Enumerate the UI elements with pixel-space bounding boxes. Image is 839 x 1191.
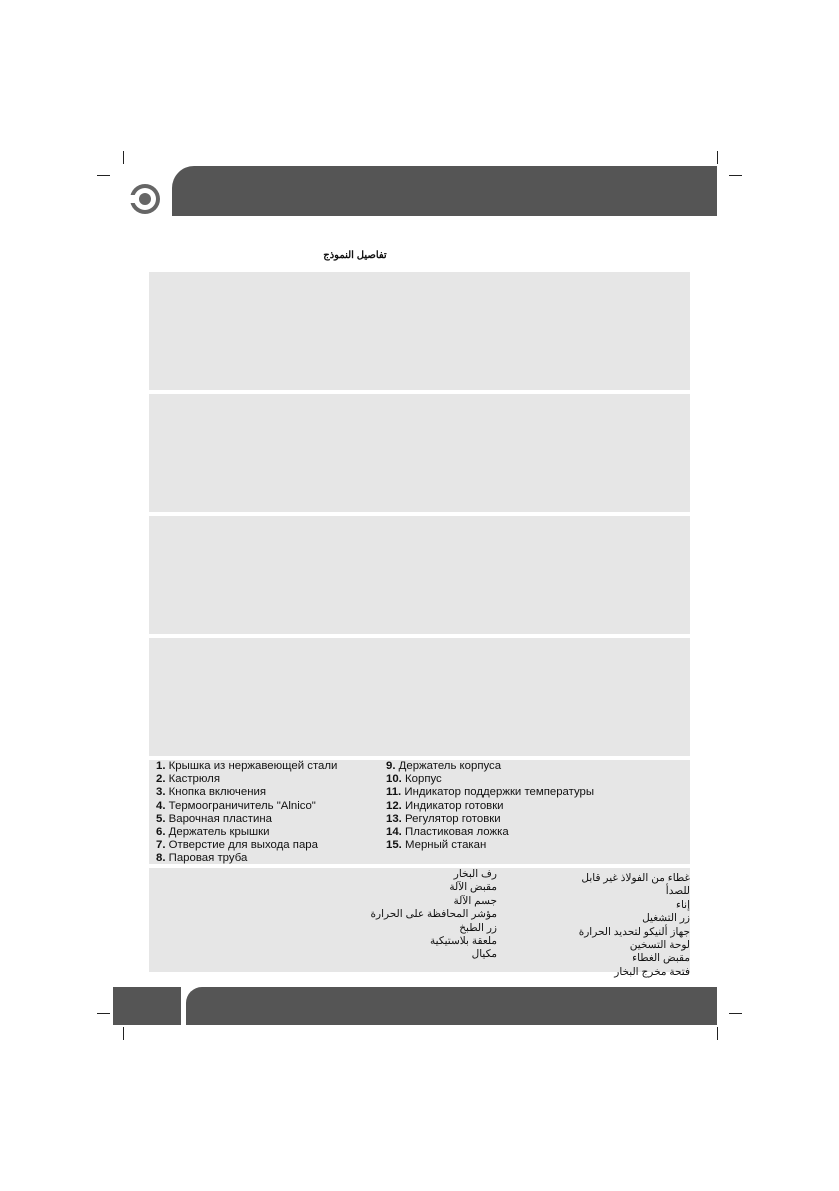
language-panel <box>149 516 690 634</box>
list-item: مقبض الآلة <box>449 881 497 894</box>
crop-mark <box>717 151 718 164</box>
page-number-tab <box>113 987 181 1025</box>
list-item: 12. Индикатор готовки <box>386 799 504 812</box>
list-item: مكيال <box>471 948 497 961</box>
footer-bar <box>186 987 717 1025</box>
list-item: 2. Кастрюля <box>156 773 220 786</box>
parts-list-ar-right <box>520 872 690 979</box>
list-item: 5. Варочная пластина <box>156 812 272 825</box>
language-panel <box>149 394 690 512</box>
crop-mark <box>729 1013 742 1014</box>
crop-mark <box>97 1013 110 1014</box>
list-item: 9. Держатель корпуса <box>386 760 502 772</box>
brand-logo-gap <box>124 195 136 203</box>
parts-list-ar-left <box>330 868 497 962</box>
list-item: ملعقة بلاستيكية <box>430 935 497 948</box>
list-item: 4. Термоограничитель "Alnico" <box>156 799 316 812</box>
list-item: رف البخار <box>453 868 497 880</box>
list-item: جهاز ألنيكو لتحديد الحرارة <box>578 925 690 938</box>
list-item: 13. Регулятор готовки <box>386 812 501 825</box>
page-title: تفاصيل النموذج <box>323 250 387 261</box>
list-item: فتحة مخرج البخار <box>614 965 690 978</box>
list-item: 11. Индикатор поддержки температуры <box>386 786 595 799</box>
list-item: 8. Паровая труба <box>156 852 248 865</box>
header-bar <box>172 166 717 216</box>
list-item: لوحة التسخين <box>629 939 690 952</box>
crop-mark <box>717 1027 718 1040</box>
list-item: 3. Кнопка включения <box>156 786 267 799</box>
crop-mark <box>97 175 110 176</box>
list-item: غطاء من الفولاذ غير قابل <box>581 872 690 884</box>
list-item: 1. Крышка из нержавеющей стали <box>156 760 338 772</box>
list-item: إناء <box>676 898 690 911</box>
list-item: 6. Держатель крышки <box>156 826 270 839</box>
list-item: 10. Корпус <box>386 773 442 786</box>
list-item: 15. Мерный стакан <box>386 839 487 852</box>
list-item: زر الطبخ <box>459 921 497 934</box>
crop-mark <box>729 175 742 176</box>
list-item: للصدأ <box>665 885 690 898</box>
list-item: زر التشغيل <box>642 912 690 925</box>
parts-list-ru-left <box>156 760 337 866</box>
crop-mark <box>123 151 124 164</box>
language-panel <box>149 272 690 390</box>
list-item: مؤشر المحافظة على الحرارة <box>370 908 497 921</box>
crop-mark <box>123 1027 124 1040</box>
list-item: 7. Отверстие для выхода пара <box>156 839 318 852</box>
list-item: جسم الآلة <box>453 894 497 907</box>
parts-list-ru-right <box>386 760 594 852</box>
list-item: مقبض الغطاء <box>632 952 690 965</box>
list-item: 14. Пластиковая ложка <box>386 826 509 839</box>
language-panel <box>149 638 690 756</box>
